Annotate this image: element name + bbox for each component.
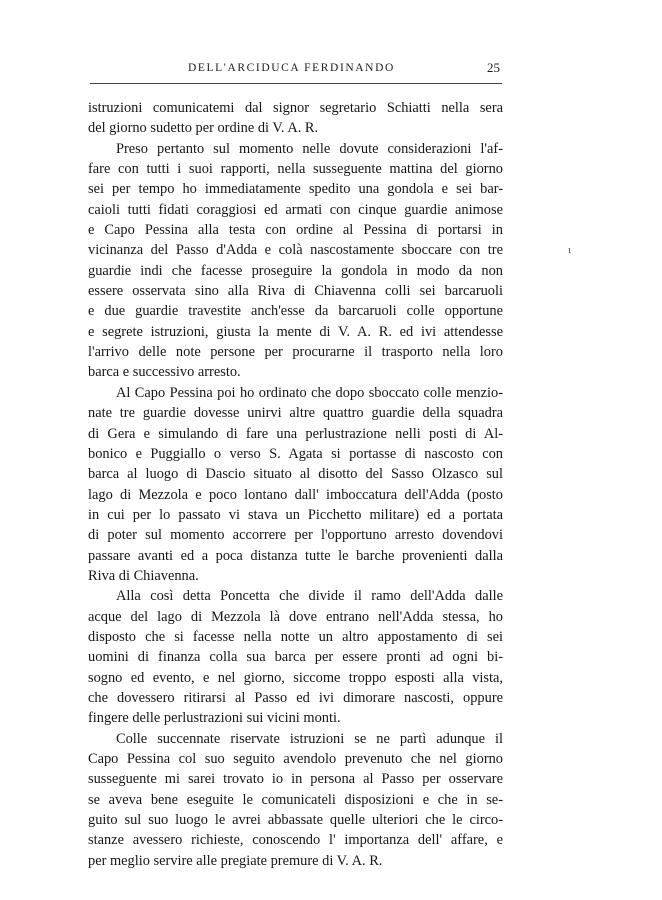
text-line: caioli tutti fidati coraggiosi ed armati con cinque guardie animose	[88, 201, 503, 218]
text-line: e segrete istruzioni, giusta la mente di V. A. R. ed ivi attendesse	[88, 323, 503, 340]
text-line: uomini di finanza colla sua barca per essere pronti ad ogni bi-	[88, 649, 503, 666]
text-line: guardie indi che facesse proseguire la gondola in modo da non	[88, 262, 503, 279]
text-line: sei per tempo ho immediatamente spedito una gondola e sei bar-	[88, 181, 503, 198]
text-line: vicinanza del Passo d'Adda e colà nascostamente sboccare con tre	[88, 242, 503, 259]
text-line: se aveva bene eseguite le comunicateli disposizioni e che in se-	[88, 791, 503, 808]
paragraph	[88, 586, 503, 728]
running-head	[90, 62, 500, 80]
text-line: guito sul suo luogo le avrei abbassate quelle ulteriori che le circo-	[88, 812, 503, 829]
paragraph	[88, 729, 503, 871]
text-line: e due guardie travestite anch'esse da barcaruoli colle opportune	[88, 303, 503, 320]
paragraph	[88, 98, 503, 139]
text-line: e Capo Pessina alla testa con ordine al Pessina di portarsi in	[88, 222, 503, 239]
text-line: per meglio servire alle pregiate premure di V. A. R.	[88, 852, 383, 869]
text-line: fare con tutti i suoi rapporti, nella susseguente mattina del giorno	[88, 161, 503, 178]
text-line: Alla così detta Poncetta che divide il ramo dell'Adda dalle	[116, 588, 503, 605]
text-line: l'arrivo delle note persone per procurarne il trasporto nella loro	[88, 344, 503, 361]
text-line: Colle succennate riservate istruzioni se ne partì adunque il	[116, 730, 503, 747]
text-line: istruzioni comunicatemi dal signor segretario Schiatti nella sera	[88, 100, 503, 116]
header-rule	[90, 83, 502, 84]
text-line: Capo Pessina col suo seguito avendolo prevenuto che nel giorno	[88, 751, 503, 767]
text-line: del giorno sudetto per ordine di V. A. R.	[88, 120, 319, 137]
running-title: DELL'ARCIDUCA FERDINANDO	[188, 62, 395, 74]
paragraph	[88, 139, 503, 383]
text-line: stanze avessero richieste, conoscendo l' importanza dell' affare, e	[88, 832, 503, 849]
text-line: bonico e Puggiallo o verso S. Agata si portasse di nascosto con	[88, 445, 503, 462]
body-text	[88, 98, 503, 871]
text-line: Preso pertanto sul momento nelle dovute considerazioni l'af-	[116, 140, 503, 157]
text-line: di Gera e simulando di fare una perlustrazione nelli posti di Al-	[88, 425, 503, 442]
text-line: sogno ed evento, e nel giorno, siccome troppo esposti alla vista,	[88, 669, 503, 686]
text-line: Riva di Chiavenna.	[88, 567, 199, 584]
paragraph	[88, 383, 503, 586]
text-line: essere osservata sino alla Riva di Chiavenna colli sei barcaruoli	[88, 283, 503, 300]
margin-mark: ι	[568, 244, 571, 256]
text-line: di poter sul momento accorrere per l'opportuno arresto dovendovi	[88, 527, 503, 544]
page-number: 25	[487, 60, 500, 75]
text-line: passare avanti ed a poca distanza tutte le barche provenienti dalla	[88, 547, 503, 564]
text-line: barca e successivo arresto.	[88, 364, 241, 381]
text-line: Al Capo Pessina poi ho ordinato che dopo sboccato colle menzio-	[116, 384, 503, 401]
text-line: nate tre guardie dovesse unirvi altre quattro guardie della squadra	[88, 405, 503, 422]
text-line: susseguente mi sarei trovato io in persona al Passo per osservare	[88, 771, 503, 788]
text-line: disposto che si facesse nella notte un altro appostamento di sei	[88, 628, 503, 645]
text-line: lago di Mezzola e poco lontano dall' imboccatura dell'Adda (posto	[88, 486, 503, 503]
text-line: in cui per lo passato vi stava un Picchetto militare) ed a portata	[88, 506, 503, 523]
text-line: fingere delle perlustrazioni sui vicini monti.	[88, 710, 341, 727]
text-line: acque del lago di Mezzola là dove entrano nell'Adda stessa, ho	[88, 608, 503, 625]
text-line: barca al luogo di Dascio situato al disotto del Sasso Olzasco sul	[88, 466, 503, 483]
text-line: che dovessero ritirarsi al Passo ed ivi dimorare nascosti, oppure	[88, 689, 503, 706]
